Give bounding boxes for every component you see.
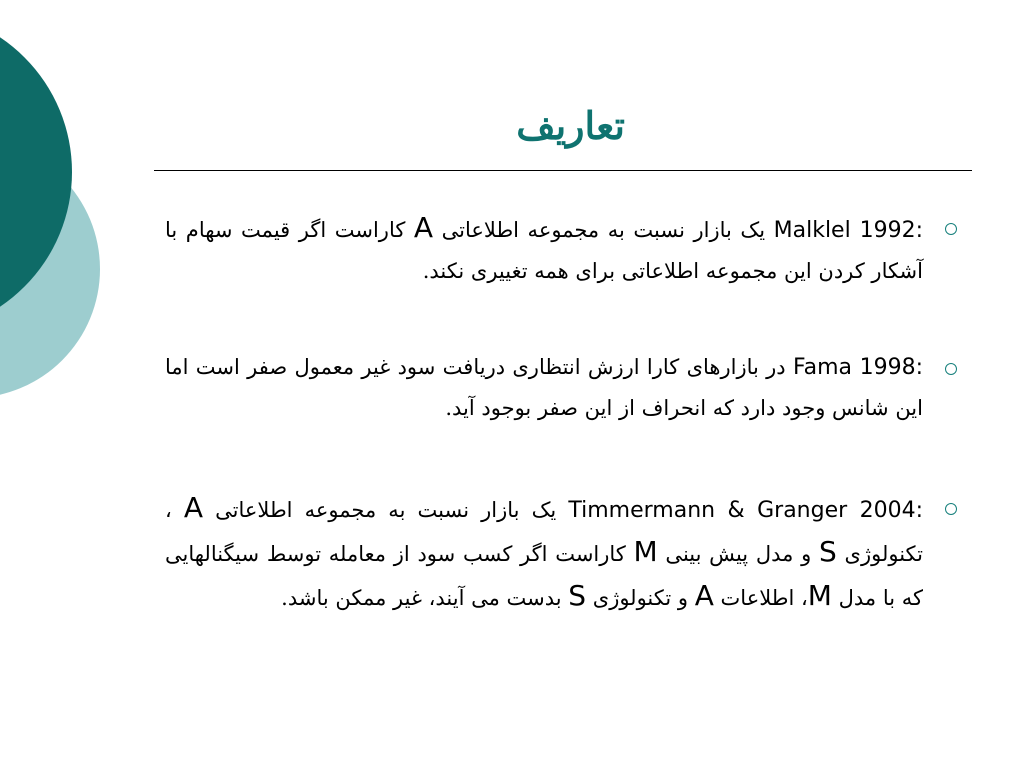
definition-text: یک بازار نسبت به مجموعه اطلاعاتی: [433, 218, 774, 242]
symbol-s: S: [819, 535, 837, 568]
symbol-m: M: [633, 535, 658, 568]
title-divider: [154, 170, 972, 171]
definition-text: در بازارهای کارا ارزش انتظاری دریافت سود غیر معمول صفر است اما این شانس وجود دارد که انحراف از این صفر بوجود آید.: [165, 355, 923, 420]
bullet-icon: [945, 223, 957, 235]
definition-text: و تکنولوژی: [586, 586, 695, 610]
definition-text: ، تکنولوژی: [165, 498, 923, 566]
bullet-icon: [945, 363, 957, 375]
definition-source: Timmermann & Granger 2004:: [568, 498, 923, 523]
definition-source: Fama 1998:: [792, 355, 923, 380]
definition-fama: [165, 347, 923, 429]
definition-malkiel: [165, 207, 923, 292]
symbol-a: A: [694, 579, 714, 612]
definition-timmermann-granger: [165, 487, 923, 619]
definition-text: ، اطلاعات: [713, 586, 808, 610]
definition-source: Malklel 1992:: [773, 218, 923, 243]
symbol-a: A: [183, 491, 204, 524]
symbol-m: M: [807, 579, 832, 612]
slide-title: تعاریف: [516, 103, 625, 148]
definition-text: یک بازار نسبت به مجموعه اطلاعاتی: [203, 498, 569, 522]
bullet-icon: [945, 503, 957, 515]
symbol-s: S: [568, 579, 587, 612]
definition-text: بدست می آیند، غیر ممکن باشد.: [281, 586, 569, 610]
definition-text: کاراست اگر قیمت سهام با آشکار کردن این مجموعه اطلاعاتی برای همه تغییری نکند.: [165, 218, 923, 283]
symbol-a: A: [413, 211, 434, 244]
definition-text: کاراست اگر کسب سود از معامله توسط سیگنالهایی که با مدل: [165, 542, 923, 610]
definition-text: و مدل پیش بینی: [657, 542, 820, 566]
